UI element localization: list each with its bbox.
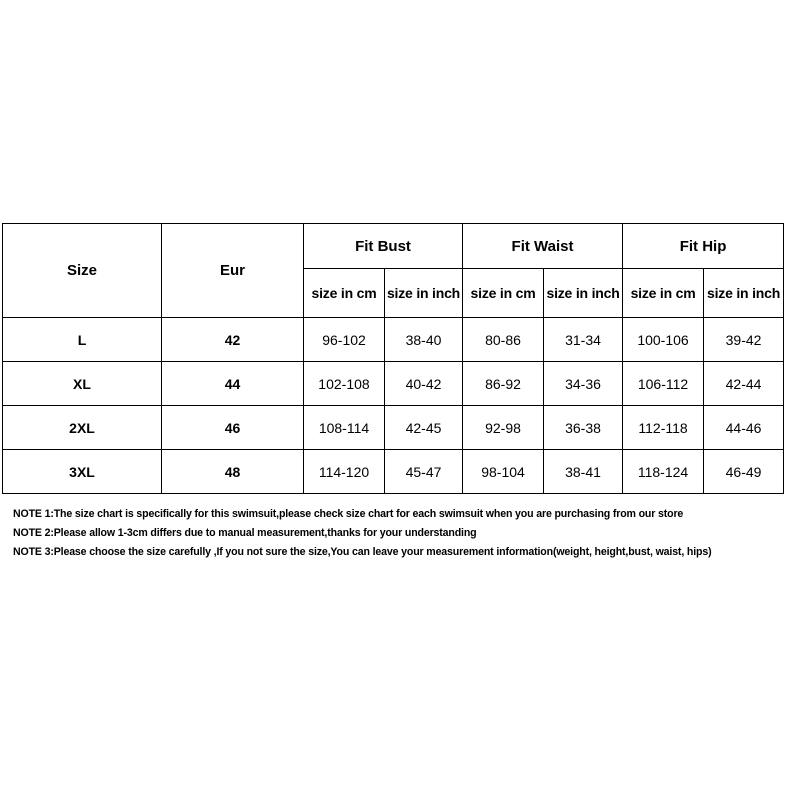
waist-cm-cell: 80-86: [463, 318, 544, 362]
hip-cm-cell: 118-124: [623, 450, 704, 494]
size-chart-table: [2, 223, 784, 494]
header-waist-inch: size in inch: [544, 269, 623, 318]
table-row: [3, 318, 784, 362]
eur-cell: 48: [162, 450, 304, 494]
hip-cm-cell: 100-106: [623, 318, 704, 362]
table-row: [3, 406, 784, 450]
bust-inch-cell: 40-42: [385, 362, 463, 406]
size-cell: L: [3, 318, 162, 362]
header-waist-cm: size in cm: [463, 269, 544, 318]
header-bust-inch: size in inch: [385, 269, 463, 318]
note-2: NOTE 2:Please allow 1-3cm differs due to manual measurement,thanks for your understanding: [13, 527, 477, 539]
bust-cm-cell: 102-108: [304, 362, 385, 406]
header-hip-cm: size in cm: [623, 269, 704, 318]
eur-cell: 44: [162, 362, 304, 406]
bust-cm-cell: 114-120: [304, 450, 385, 494]
table-row: [3, 362, 784, 406]
note-1: NOTE 1:The size chart is specifically for this swimsuit,please check size chart for each swimsuit when you are purchasing from our store: [13, 508, 684, 520]
size-cell: 2XL: [3, 406, 162, 450]
waist-cm-cell: 98-104: [463, 450, 544, 494]
hip-cm-cell: 112-118: [623, 406, 704, 450]
header-hip-inch: size in inch: [704, 269, 784, 318]
size-cell: 3XL: [3, 450, 162, 494]
header-size: Size: [3, 224, 162, 318]
eur-cell: 46: [162, 406, 304, 450]
hip-inch-cell: 46-49: [704, 450, 784, 494]
hip-cm-cell: 106-112: [623, 362, 704, 406]
bust-cm-cell: 96-102: [304, 318, 385, 362]
table-row: [3, 450, 784, 494]
bust-inch-cell: 42-45: [385, 406, 463, 450]
hip-inch-cell: 39-42: [704, 318, 784, 362]
waist-inch-cell: 38-41: [544, 450, 623, 494]
waist-inch-cell: 31-34: [544, 318, 623, 362]
hip-inch-cell: 44-46: [704, 406, 784, 450]
waist-inch-cell: 34-36: [544, 362, 623, 406]
header-row-groups: [3, 224, 784, 269]
waist-cm-cell: 92-98: [463, 406, 544, 450]
hip-inch-cell: 42-44: [704, 362, 784, 406]
eur-cell: 42: [162, 318, 304, 362]
bust-inch-cell: 38-40: [385, 318, 463, 362]
waist-cm-cell: 86-92: [463, 362, 544, 406]
waist-inch-cell: 36-38: [544, 406, 623, 450]
bust-inch-cell: 45-47: [385, 450, 463, 494]
note-3: NOTE 3:Please choose the size carefully ,If you not sure the size,You can leave your measurement information(weight, height,bust, waist, hips): [13, 546, 712, 558]
notes-section: [13, 505, 783, 562]
header-fit-hip: Fit Hip: [623, 224, 784, 269]
header-bust-cm: size in cm: [304, 269, 385, 318]
header-fit-bust: Fit Bust: [304, 224, 463, 269]
size-cell: XL: [3, 362, 162, 406]
header-fit-waist: Fit Waist: [463, 224, 623, 269]
bust-cm-cell: 108-114: [304, 406, 385, 450]
header-eur: Eur: [162, 224, 304, 318]
